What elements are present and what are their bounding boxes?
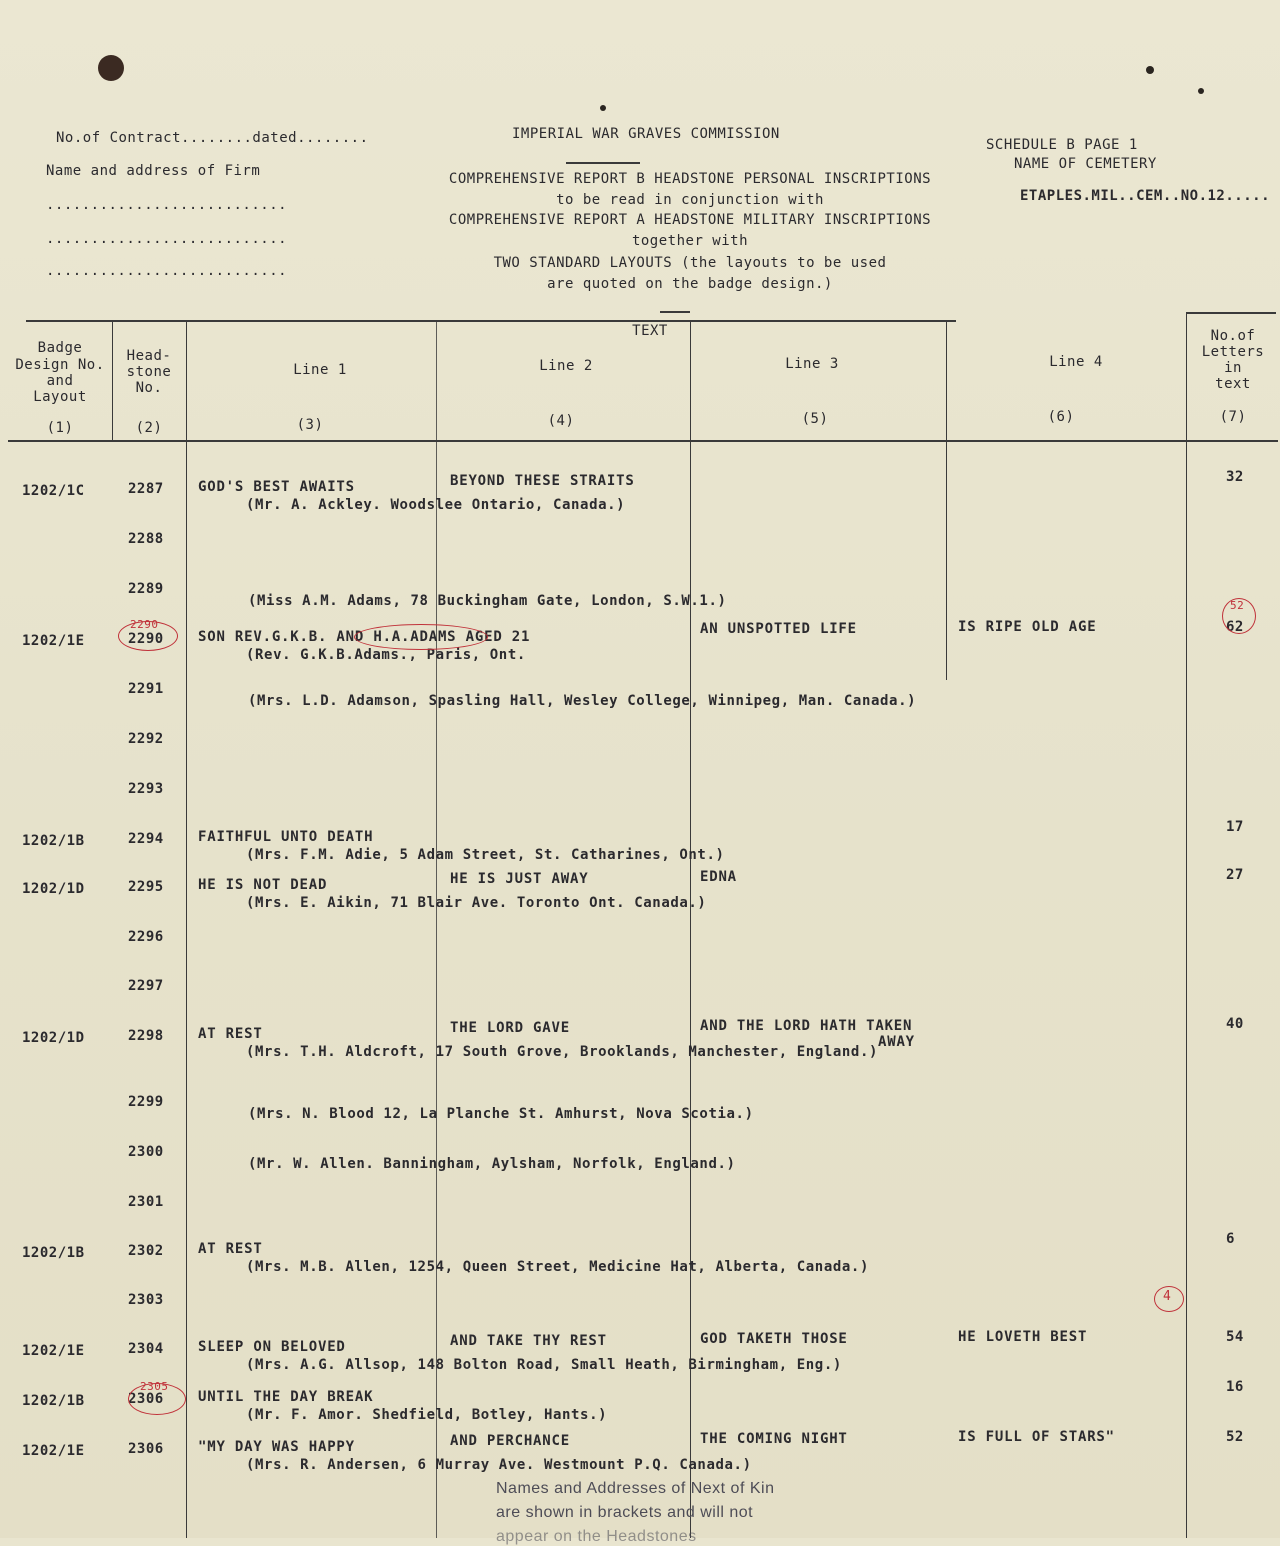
inscription-line-1: "MY DAY WAS HAPPY <box>198 1439 355 1455</box>
badge-design: 1202/1B <box>22 833 85 849</box>
report-line-3: COMPREHENSIVE REPORT A HEADSTONE MILITARY INSCRIPTIONS <box>448 212 932 228</box>
next-of-kin-address: (Mrs. A.G. Allsop, 148 Bolton Road, Small Heath, Birmingham, Eng.) <box>246 1357 842 1373</box>
next-of-kin-address: (Rev. G.K.B.Adams., Paris, Ont. <box>246 647 526 663</box>
letter-count: 17 <box>1226 819 1244 835</box>
letter-count: 52 <box>1226 1429 1244 1445</box>
cemetery-label: NAME OF CEMETERY <box>1014 156 1157 172</box>
next-of-kin-address: (Mrs. N. Blood 12, La Planche St. Amhurst, Nova Scotia.) <box>248 1106 754 1122</box>
inscription-line-2: BEYOND THESE STRAITS <box>450 473 635 489</box>
report-line-1: COMPREHENSIVE REPORT B HEADSTONE PERSONAL INSCRIPTIONS <box>448 171 932 187</box>
col6-num: (6) <box>1047 409 1075 425</box>
headstone-number: 2294 <box>128 831 164 847</box>
col-rule-4 <box>690 320 691 1538</box>
col2-num: (2) <box>135 420 163 436</box>
col7-h2: Letters <box>1201 344 1265 360</box>
inscription-line-2: AND TAKE THY REST <box>450 1333 607 1349</box>
inscription-line-3-cont: AWAY <box>878 1034 915 1050</box>
inscription-line-1: SON REV.G.K.B. AND H.A.ADAMS AGED 21 <box>198 629 531 645</box>
headstone-number: 2298 <box>128 1028 164 1044</box>
col2-h1: Head- <box>126 348 172 364</box>
next-of-kin-address: (Mrs. E. Aikin, 71 Blair Ave. Toronto Ont. Canada.) <box>246 895 707 911</box>
next-of-kin-address: (Mrs. T.H. Aldcroft, 17 South Grove, Brooklands, Manchester, England.) <box>246 1044 879 1060</box>
headstone-number: 2289 <box>128 581 164 597</box>
next-of-kin-address: (Mrs. F.M. Adie, 5 Adam Street, St. Catharines, Ont.) <box>246 847 725 863</box>
ink-stain <box>1198 88 1204 94</box>
inscription-line-1: GOD'S BEST AWAITS <box>198 479 355 495</box>
col1-num: (1) <box>46 420 74 436</box>
report-underline <box>660 311 690 313</box>
cemetery-name: ETAPLES.MIL..CEM..NO.12..... <box>1020 188 1271 204</box>
ink-stain <box>1146 66 1154 74</box>
contract-line: No.of Contract........dated........ <box>56 130 369 146</box>
col3-num: (3) <box>296 417 324 433</box>
col4-num: (4) <box>547 413 575 429</box>
firm-dots-3: ........................... <box>46 263 288 279</box>
next-of-kin-address: (Mr. F. Amor. Shedfield, Botley, Hants.) <box>246 1407 608 1423</box>
report-line-4: together with <box>631 233 749 249</box>
col7-num: (7) <box>1219 409 1247 425</box>
inscription-line-3: GOD TAKETH THOSE <box>700 1331 848 1347</box>
col2-h2: stone <box>126 364 172 380</box>
headstone-number: 2292 <box>128 731 164 747</box>
inscription-line-1: SLEEP ON BELOVED <box>198 1339 346 1355</box>
headstone-number: 2297 <box>128 978 164 994</box>
col4-header: Line 2 <box>539 358 593 374</box>
inscription-line-1: HE IS NOT DEAD <box>198 877 328 893</box>
inscription-line-4: IS RIPE OLD AGE <box>958 619 1097 635</box>
report-line-6: are quoted on the badge design.) <box>547 276 833 292</box>
inscription-line-1: AT REST <box>198 1241 263 1257</box>
correction-mark-2303: 4 <box>1163 1289 1172 1304</box>
letter-count: 32 <box>1226 469 1244 485</box>
inscription-line-1: FAITHFUL UNTO DEATH <box>198 829 374 845</box>
badge-design: 1202/1E <box>22 1343 85 1359</box>
col-rule-6 <box>1186 312 1187 1538</box>
headstone-number: 2302 <box>128 1243 164 1259</box>
col-rule-5 <box>946 320 947 680</box>
schedule-label: SCHEDULE B PAGE 1 <box>986 137 1138 153</box>
correction-count: 52 <box>1230 599 1245 612</box>
headstone-number: 2306 <box>128 1391 164 1407</box>
report-line-2: to be read in conjunction with <box>556 192 824 208</box>
col1-h3: and <box>46 373 74 389</box>
badge-design: 1202/1E <box>22 633 85 649</box>
headstone-number: 2300 <box>128 1144 164 1160</box>
next-of-kin-address: (Miss A.M. Adams, 78 Buckingham Gate, London, S.W.1.) <box>248 593 727 609</box>
letter-count: 6 <box>1226 1231 1235 1247</box>
badge-design: 1202/1B <box>22 1245 85 1261</box>
text-header: TEXT <box>632 323 668 339</box>
inscription-line-2: AND PERCHANCE <box>450 1433 570 1449</box>
headstone-number: 2290 <box>128 631 164 647</box>
col1-h2: Design No. <box>15 357 105 373</box>
col-rule-2 <box>186 320 187 1538</box>
headstone-number: 2303 <box>128 1292 164 1308</box>
letter-count: 16 <box>1226 1379 1244 1395</box>
inscription-line-2: THE LORD GAVE <box>450 1020 570 1036</box>
firm-label: Name and address of Firm <box>46 163 261 179</box>
headstone-number: 2304 <box>128 1341 164 1357</box>
letter-count: 40 <box>1226 1016 1244 1032</box>
headstone-number: 2306 <box>128 1441 164 1457</box>
col7-h3: in <box>1224 360 1242 376</box>
stamp-line-1: Names and Addresses of Next of Kin <box>496 1480 775 1497</box>
correction-2290: 2290 <box>130 618 159 631</box>
col7-h1: No.of <box>1210 328 1256 344</box>
next-of-kin-address: (Mr. W. Allen. Banningham, Aylsham, Norfolk, England.) <box>248 1156 736 1172</box>
table-top-rule-right <box>1186 312 1276 314</box>
badge-design: 1202/1C <box>22 483 85 499</box>
headstone-number: 2295 <box>128 879 164 895</box>
next-of-kin-address: (Mrs. L.D. Adamson, Spasling Hall, Wesley College, Winnipeg, Man. Canada.) <box>248 693 917 709</box>
report-line-5: TWO STANDARD LAYOUTS (the layouts to be used <box>493 255 887 271</box>
col5-num: (5) <box>801 411 829 427</box>
headstone-number: 2299 <box>128 1094 164 1110</box>
inscription-line-3: AND THE LORD HATH TAKEN <box>700 1018 913 1034</box>
inscription-line-4: IS FULL OF STARS" <box>958 1429 1115 1445</box>
letter-count: 62 <box>1226 619 1244 635</box>
inscription-line-1: AT REST <box>198 1026 263 1042</box>
headstone-number: 2301 <box>128 1194 164 1210</box>
next-of-kin-address: (Mrs. M.B. Allen, 1254, Queen Street, Medicine Hat, Alberta, Canada.) <box>246 1259 869 1275</box>
badge-design: 1202/1D <box>22 881 85 897</box>
inscription-line-2: HE IS JUST AWAY <box>450 871 589 887</box>
next-of-kin-address: (Mr. A. Ackley. Woodslee Ontario, Canada.) <box>246 497 626 513</box>
headstone-number: 2287 <box>128 481 164 497</box>
col5-header: Line 3 <box>785 356 839 372</box>
commission-title: IMPERIAL WAR GRAVES COMMISSION <box>512 126 780 142</box>
badge-design: 1202/1E <box>22 1443 85 1459</box>
table-top-rule <box>26 320 956 322</box>
headstone-number: 2291 <box>128 681 164 697</box>
headstone-number: 2288 <box>128 531 164 547</box>
headstone-number: 2296 <box>128 929 164 945</box>
inscription-line-3: EDNA <box>700 869 737 885</box>
stamp-line-2: are shown in brackets and will not <box>496 1504 754 1521</box>
letter-count: 27 <box>1226 867 1244 883</box>
col1-h1: Badge <box>37 340 83 356</box>
inscription-line-3: AN UNSPOTTED LIFE <box>700 621 857 637</box>
col3-header: Line 1 <box>293 362 347 378</box>
inscription-line-3: THE COMING NIGHT <box>700 1431 848 1447</box>
firm-dots-2: ........................... <box>46 231 288 247</box>
ink-stain <box>600 105 606 111</box>
col7-h4: text <box>1215 376 1251 392</box>
stamp-line-3: appear on the Headstones <box>496 1528 697 1545</box>
badge-design: 1202/1B <box>22 1393 85 1409</box>
letter-count: 54 <box>1226 1329 1244 1345</box>
col2-h3: No. <box>135 380 163 396</box>
col1-h4: Layout <box>33 389 87 405</box>
inscription-line-4: HE LOVETH BEST <box>958 1329 1088 1345</box>
title-underline <box>566 162 640 164</box>
inscription-line-1: UNTIL THE DAY BREAK <box>198 1389 374 1405</box>
correction-circle-names <box>354 624 488 650</box>
headstone-number: 2293 <box>128 781 164 797</box>
badge-design: 1202/1D <box>22 1030 85 1046</box>
ink-stain <box>98 55 124 81</box>
firm-dots-1: ........................... <box>46 197 288 213</box>
next-of-kin-address: (Mrs. R. Andersen, 6 Murray Ave. Westmount P.Q. Canada.) <box>246 1457 752 1473</box>
col6-header: Line 4 <box>1049 354 1103 370</box>
correction-2305: 2305 <box>140 1380 169 1393</box>
header-bottom-rule <box>8 440 1278 442</box>
